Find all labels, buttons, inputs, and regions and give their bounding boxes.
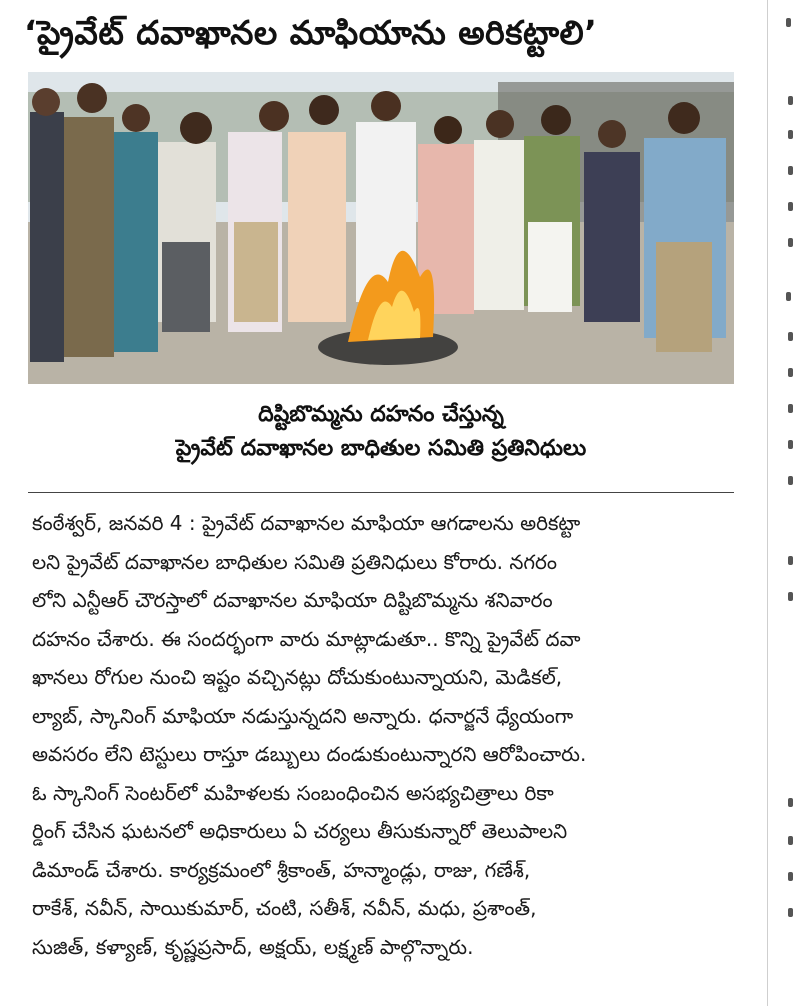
body-line: లని ప్రైవేట్ దవాఖానల బాధితుల సమితి ప్రతినిధులు కోరారు. నగరం (32, 549, 558, 574)
body-line: ల్యాబ్, స్కానింగ్ మాఫియా నడుస్తున్నదని అన్నారు. ధనార్జనే ధ్యేయంగా (32, 703, 574, 728)
adjacent-text-fragment (788, 96, 793, 105)
adjacent-text-fragment (788, 368, 793, 377)
adjacent-text-fragment (788, 202, 793, 211)
body-line: డిమాండ్ చేశారు. కార్యక్రమంలో శ్రీకాంత్, హన్మాండ్లు, రాజు, గణేశ్, (32, 857, 531, 882)
adjacent-text-fragment (786, 18, 791, 27)
article-headline: ‘ప్రైవేట్ దవాఖానల మాఫియాను అరికట్టాలి’ (24, 13, 598, 52)
adjacent-text-fragment (788, 476, 793, 485)
adjacent-text-fragment (788, 332, 793, 341)
body-line: ఖానలు రోగుల నుంచి ఇష్టం వచ్చినట్లు దోచుకుంటున్నాయని, మెడికల్, (32, 665, 563, 689)
adjacent-text-fragment (786, 292, 791, 301)
adjacent-text-fragment (788, 404, 793, 413)
body-line: ఓ స్కానింగ్ సెంటర్‌లో మహిళలకు సంబంధించిన అసభ్యచిత్రాలు రికా (32, 780, 554, 805)
body-line: కంఠేశ్వర్, జనవరి 4 : ప్రైవేట్ దవాఖానల మాఫియా ఆగడాలను అరికట్టా (32, 511, 581, 535)
protest-photo-illustration (28, 72, 734, 384)
adjacent-text-fragment (788, 130, 793, 139)
article-body (32, 504, 738, 966)
caption-divider (28, 492, 734, 493)
body-line: ర్డింగ్ చేసిన ఘటనలో అధికారులు ఏ చర్యలు తీసుకున్నారో తెలుపాలని (32, 819, 568, 843)
caption-line-2: ప్రైవేట్ దవాఖానల బాధితుల సమితి ప్రతినిధులు (175, 436, 587, 461)
body-line: అవసరం లేని టెస్టులు రాస్తూ డబ్బులు దండుకుంటున్నారని ఆరోపించారు. (32, 742, 587, 766)
body-line: రాకేశ్, నవీన్, సాయికుమార్, చంటి, సతీశ్, నవీన్, మధు, ప్రశాంత్, (32, 896, 537, 920)
body-line: సుజిత్, కళ్యాణ్, కృష్ణప్రసాద్, అక్షయ్, లక్ష్మణ్ పాల్గొన్నారు. (32, 934, 474, 959)
body-line: దహనం చేశారు. ఈ సందర్భంగా వారు మాట్లాడుతూ.. కొన్ని ప్రైవేట్ దవా (32, 626, 581, 651)
caption-line-1: దిష్టిబొమ్మను దహనం చేస్తున్న (258, 402, 504, 427)
adjacent-text-fragment (788, 836, 793, 845)
adjacent-text-fragment (788, 908, 793, 917)
adjacent-column-fragment (768, 0, 800, 1006)
adjacent-text-fragment (788, 592, 793, 601)
adjacent-text-fragment (788, 440, 793, 449)
adjacent-text-fragment (788, 872, 793, 881)
adjacent-text-fragment (788, 556, 793, 565)
adjacent-text-fragment (788, 238, 793, 247)
adjacent-text-fragment (788, 798, 793, 807)
photo-caption (28, 398, 734, 466)
adjacent-text-fragment (788, 166, 793, 175)
article-photo (28, 72, 734, 384)
body-line: లోని ఎన్టీఆర్ చౌరస్తాలో దవాఖానల మాఫియా దిష్టిబొమ్మను శనివారం (32, 588, 553, 612)
